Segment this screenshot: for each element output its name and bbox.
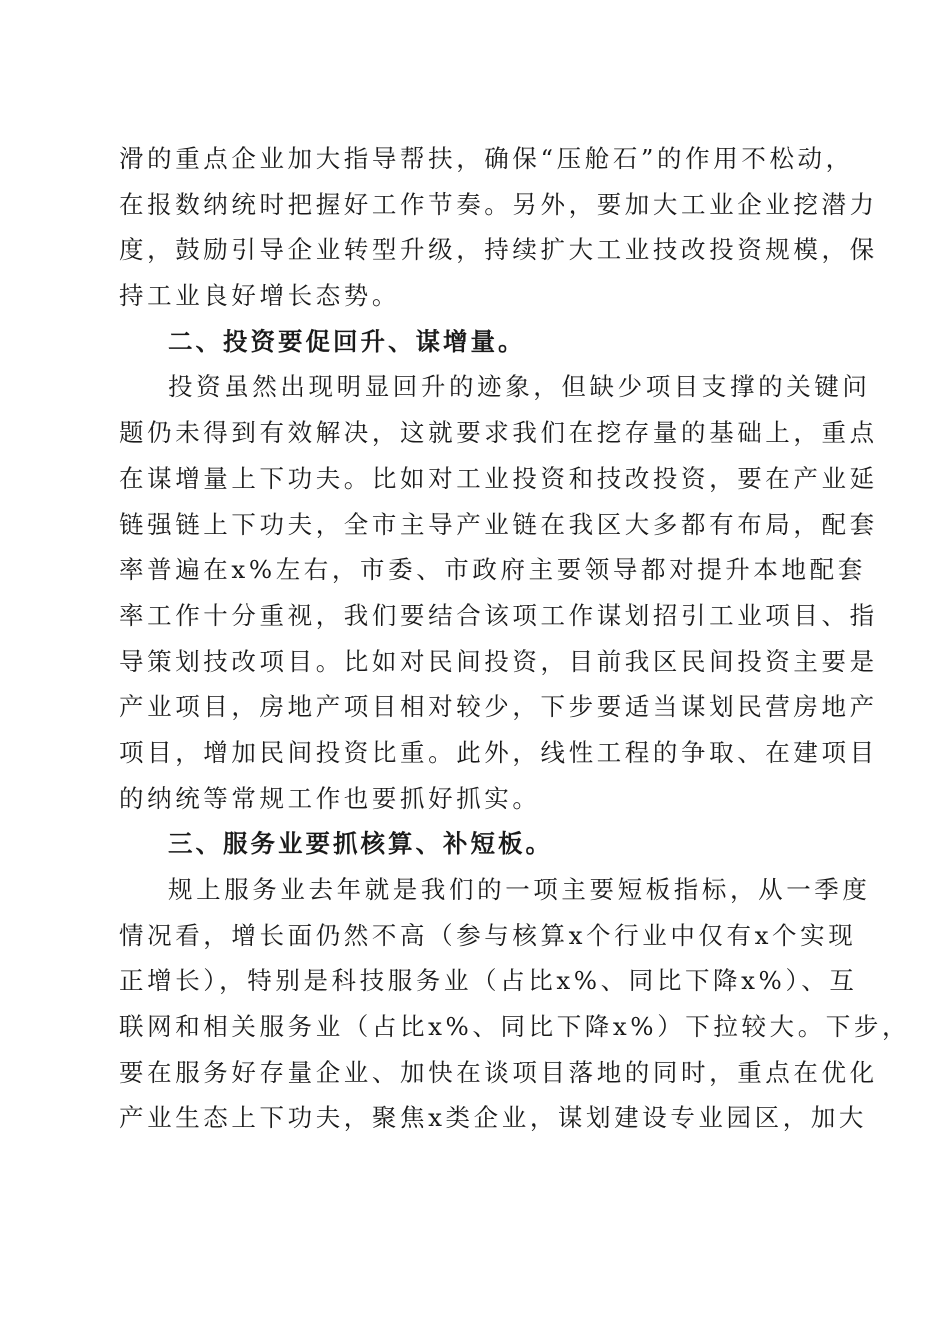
- paragraph-line: 在谋增量上下功夫。比如对工业投资和技改投资，要在产业延: [119, 463, 878, 493]
- paragraph-line: 要在服务好存量企业、加快在谈项目落地的同时，重点在优化: [119, 1057, 878, 1087]
- paragraph-line: 投资虽然出现明显回升的迹象，但缺少项目支撑的关键问: [168, 372, 871, 402]
- paragraph-line: 率普遍在x%左右，市委、市政府主要领导都对提升本地配套: [119, 555, 866, 585]
- paragraph-line: 率工作十分重视，我们要结合该项工作谋划招引工业项目、指: [119, 600, 878, 630]
- paragraph-line: 的纳统等常规工作也要抓好抓实。: [119, 783, 541, 813]
- paragraph-line: 联网和相关服务业（占比x%、同比下降x%）下拉较大。下步，: [119, 1012, 911, 1042]
- paragraph-line: 度，鼓励引导企业转型升级，持续扩大工业技改投资规模，保: [119, 235, 878, 265]
- paragraph-line: 在报数纳统时把握好工作节奏。另外，要加大工业企业挖潜力: [119, 189, 878, 219]
- document-body: [119, 136, 911, 1141]
- paragraph-line: 正增长），特别是科技服务业（占比x%、同比下降x%）、互: [119, 966, 858, 996]
- section-heading-3: 三、服务业要抓核算、补短板。: [168, 829, 553, 859]
- section-heading-2: 二、投资要促回升、谋增量。: [168, 326, 526, 356]
- paragraph-line: 项目，增加民间投资比重。此外，线性工程的争取、在建项目: [119, 737, 878, 767]
- paragraph-3: [119, 867, 911, 1141]
- paragraph-line: 导策划技改项目。比如对民间投资，目前我区民间投资主要是: [119, 646, 878, 676]
- paragraph-2: [119, 364, 878, 821]
- paragraph-1: [119, 136, 878, 319]
- paragraph-line: 滑的重点企业加大指导帮扶，确保“压舱石”的作用不松动，: [119, 144, 854, 173]
- paragraph-line: 产业生态上下功夫，聚焦x类企业，谋划建设专业园区，加大: [119, 1103, 868, 1133]
- paragraph-line: 持工业良好增长态势。: [119, 281, 400, 311]
- paragraph-line: 规上服务业去年就是我们的一项主要短板指标，从一季度: [168, 875, 871, 904]
- paragraph-line: 产业项目，房地产项目相对较少，下步要适当谋划民营房地产: [119, 692, 878, 722]
- paragraph-line: 题仍未得到有效解决，这就要求我们在挖存量的基础上，重点: [119, 418, 878, 448]
- paragraph-line: 情况看，增长面仍然不高（参与核算x个行业中仅有x个实现: [119, 920, 857, 950]
- paragraph-line: 链强链上下功夫，全市主导产业链在我区大多都有布局，配套: [119, 509, 878, 539]
